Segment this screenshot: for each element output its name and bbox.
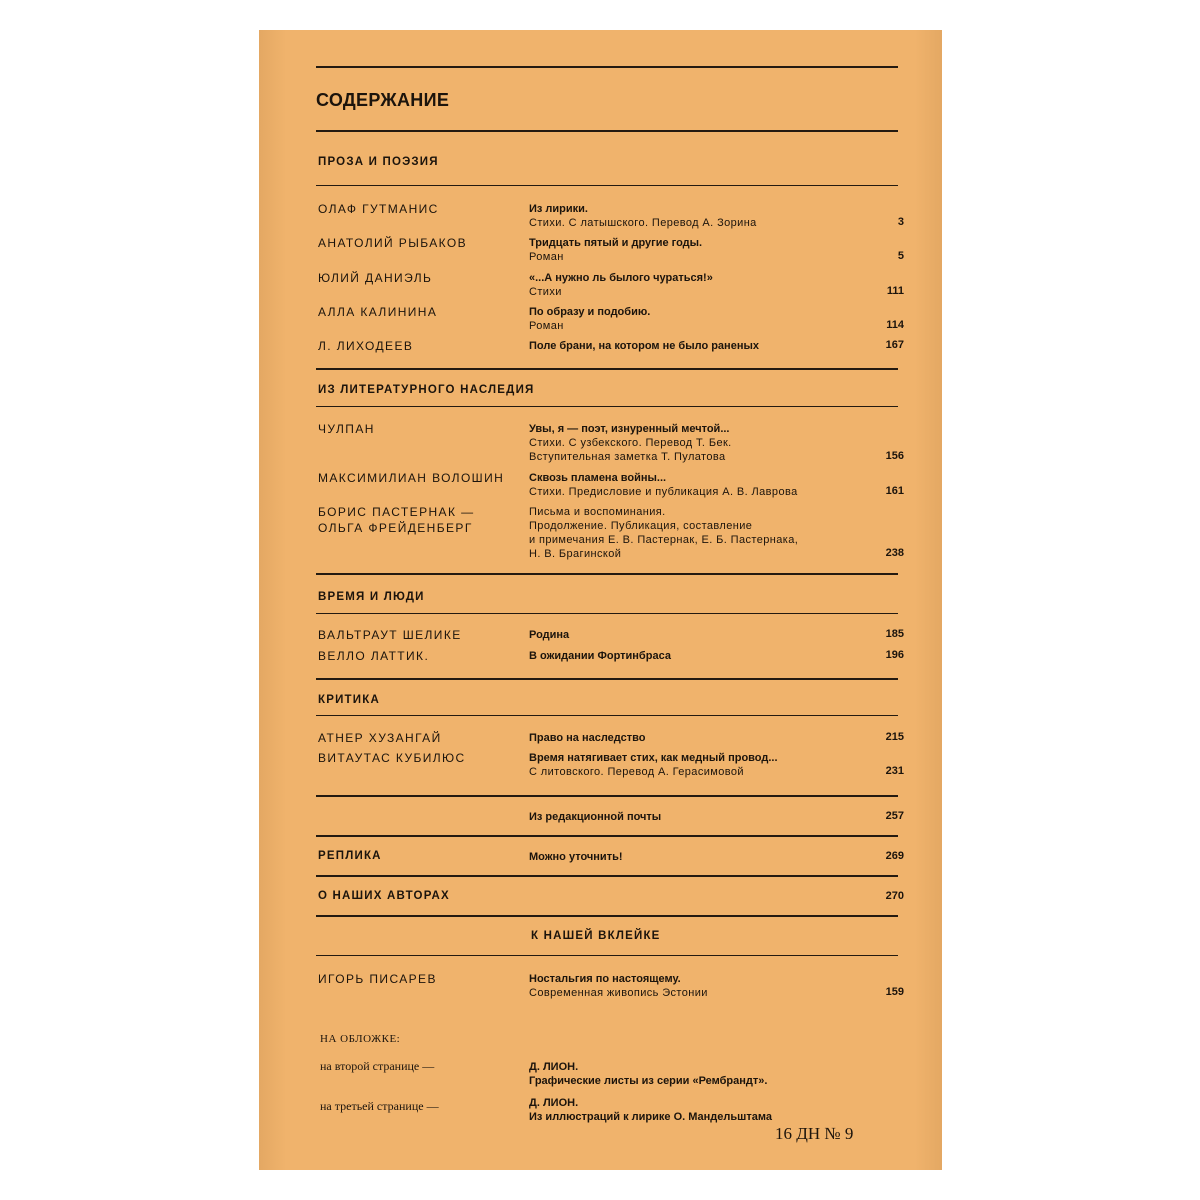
divider [316, 915, 898, 917]
entry-title: Из лирики. [529, 203, 588, 215]
contents-page [259, 30, 942, 1170]
entry-page-number: 196 [885, 649, 904, 661]
divider [316, 406, 898, 407]
entry-page-number: 215 [885, 731, 904, 743]
entry-title: Родина [529, 629, 570, 641]
section-heading-insert: К НАШЕЙ ВКЛЕЙКЕ [531, 930, 661, 942]
entry-title: Из редакционной почты [529, 811, 662, 823]
divider [316, 795, 898, 797]
entry-title: Тридцать пятый и другие годы. [529, 237, 703, 249]
section-heading-criticism: КРИТИКА [318, 694, 380, 706]
entry-title: Ностальгия по настоящему. [529, 973, 681, 985]
cover-author: Д. ЛИОН. [529, 1097, 579, 1109]
entry-author: ВИТАУТАС КУБИЛЮС [318, 751, 466, 765]
entry-page-number: 257 [885, 810, 904, 822]
divider [316, 835, 898, 837]
entry-author: ЮЛИЙ ДАНИЭЛЬ [318, 271, 433, 285]
entry-work [529, 271, 869, 299]
entry-work [529, 810, 869, 824]
entry-page-number: 269 [885, 850, 904, 862]
entry-subtitle: и примечания Е. В. Пастернак, Е. Б. Пастернака, [529, 534, 799, 546]
entry-work [529, 628, 869, 642]
entry-author: АЛЛА КАЛИНИНА [318, 305, 438, 319]
section-heading-prose: ПРОЗА И ПОЭЗИЯ [318, 156, 439, 168]
entry-title: В ожидании Фортинбраса [529, 650, 671, 662]
cover-label-second: на второй странице — [320, 1059, 435, 1073]
entry-author [318, 504, 474, 536]
cover-author: Д. ЛИОН. [529, 1061, 579, 1073]
divider [316, 715, 898, 716]
top-rule [316, 66, 898, 68]
entry-subtitle: Продолжение. Публикация, составление [529, 520, 753, 532]
entry-page-number: 111 [886, 285, 904, 297]
entry-author-line: ОЛЬГА ФРЕЙДЕНБЕРГ [318, 521, 473, 535]
divider [316, 613, 898, 614]
section-heading-remark: РЕПЛИКА [318, 850, 382, 862]
cover-text: Из иллюстраций к лирике О. Мандельштама [529, 1111, 772, 1123]
entry-work [529, 236, 869, 264]
divider [316, 573, 898, 575]
cover-work-second [529, 1060, 869, 1088]
cover-label-third: на третьей странице — [320, 1099, 439, 1113]
entry-title: Право на наследство [529, 732, 646, 744]
section-heading-time: ВРЕМЯ И ЛЮДИ [318, 591, 425, 603]
entry-title: «...А нужно ль былого чураться!» [529, 272, 713, 284]
entry-title: Время натягивает стих, как медный провод... [529, 752, 778, 764]
entry-page-number: 156 [885, 450, 904, 462]
entry-work [529, 505, 869, 561]
entry-subtitle: Вступительная заметка Т. Пулатова [529, 451, 726, 463]
entry-author: АНАТОЛИЙ РЫБАКОВ [318, 236, 468, 250]
entry-page-number: 159 [885, 986, 904, 998]
page-title: СОДЕРЖАНИЕ [316, 90, 450, 110]
entry-subtitle: Стихи. С узбекского. Перевод Т. Бек. [529, 437, 732, 449]
entry-page-number: 231 [885, 765, 904, 777]
entry-work [529, 972, 869, 1000]
entry-author: ВАЛЬТРАУТ ШЕЛИКЕ [318, 628, 462, 642]
entry-page-number: 3 [897, 216, 904, 228]
entry-page-number: 167 [885, 339, 904, 351]
entry-work [529, 202, 869, 230]
entry-author-line: БОРИС ПАСТЕРНАК — [318, 505, 475, 519]
entry-title: Можно уточнить! [529, 851, 623, 863]
entry-author: ИГОРЬ ПИСАРЕВ [318, 972, 437, 986]
entry-work [529, 339, 869, 353]
cover-heading: НА ОБЛОЖКЕ: [320, 1033, 401, 1045]
entry-author: АТНЕР ХУЗАНГАЙ [318, 731, 442, 745]
divider [316, 955, 898, 956]
entry-title: Поле брани, на котором не было раненых [529, 340, 759, 352]
entry-author: ОЛАФ ГУТМАНИС [318, 202, 439, 216]
entry-work [529, 471, 869, 499]
divider [316, 368, 898, 370]
entry-work [529, 731, 869, 745]
entry-page-number: 270 [885, 890, 904, 902]
section-heading-authors: О НАШИХ АВТОРАХ [318, 890, 450, 902]
entry-subtitle: Стихи. С латышского. Перевод А. Зорина [529, 217, 757, 229]
entry-work [529, 422, 869, 464]
entry-author: МАКСИМИЛИАН ВОЛОШИН [318, 471, 505, 485]
entry-subtitle: Роман [529, 320, 564, 332]
entry-page-number: 238 [885, 547, 904, 559]
entry-title: Увы, я — поэт, изнуренный мечтой... [529, 423, 730, 435]
divider [316, 678, 898, 680]
entry-author: Л. ЛИХОДЕЕВ [318, 339, 414, 353]
entry-author: ЧУЛПАН [318, 422, 375, 436]
entry-subtitle: Письма и воспоминания. [529, 506, 666, 518]
entry-author: ВЕЛЛО ЛАТТИК. [318, 649, 430, 663]
entry-page-number: 161 [885, 485, 904, 497]
entry-work [529, 649, 869, 663]
entry-page-number: 5 [897, 250, 904, 262]
entry-work [529, 751, 869, 779]
entry-page-number: 114 [886, 319, 904, 331]
page-footer: 16 ДН № 9 [775, 1124, 854, 1143]
entry-page-number: 185 [885, 628, 904, 640]
entry-subtitle: Роман [529, 251, 564, 263]
entry-title: Сквозь пламена войны... [529, 472, 667, 484]
cover-text: Графические листы из серии «Рембрандт». [529, 1075, 768, 1087]
divider [316, 875, 898, 877]
section-heading-heritage: ИЗ ЛИТЕРАТУРНОГО НАСЛЕДИЯ [318, 384, 535, 396]
entry-subtitle: Современная живопись Эстонии [529, 987, 708, 999]
entry-subtitle: С литовского. Перевод А. Герасимовой [529, 766, 744, 778]
entry-work [529, 305, 869, 333]
divider [316, 130, 898, 132]
entry-subtitle: Н. В. Брагинской [529, 548, 622, 560]
divider [316, 185, 898, 186]
cover-work-third [529, 1096, 869, 1124]
entry-title: По образу и подобию. [529, 306, 651, 318]
entry-subtitle: Стихи [529, 286, 562, 298]
entry-work [529, 850, 869, 864]
entry-subtitle: Стихи. Предисловие и публикация А. В. Лаврова [529, 486, 798, 498]
